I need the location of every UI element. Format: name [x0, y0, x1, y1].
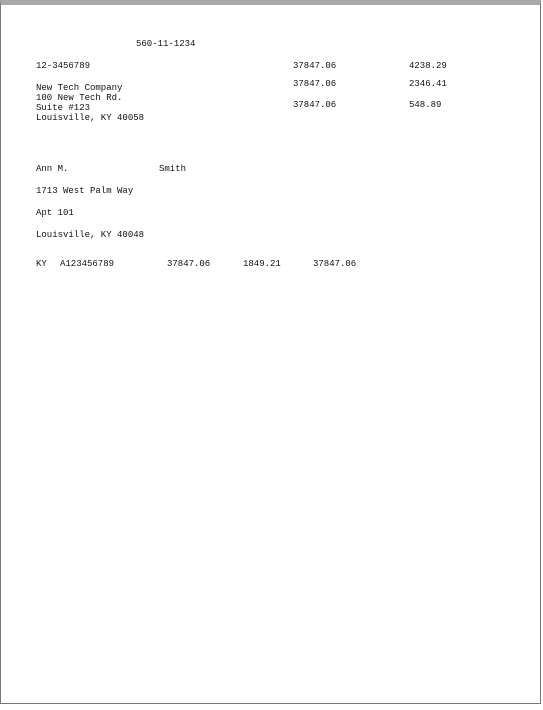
- employer-street: 100 New Tech Rd.: [36, 93, 123, 103]
- employee-last-name: Smith: [159, 164, 187, 174]
- employer-city-state-zip: Louisville, KY 40058: [36, 113, 145, 123]
- federal-tax-value: 4238.29: [409, 61, 447, 71]
- medicare-wages-value: 37847.06: [293, 100, 337, 110]
- medicare-tax-value: 548.89: [409, 100, 442, 110]
- employee-address1: 1713 West Palm Way: [36, 186, 134, 196]
- state-tax: 1849.21: [243, 259, 281, 269]
- employer-suite: Suite #123: [36, 103, 91, 113]
- state-wages: 37847.06: [167, 259, 211, 269]
- employer-name: New Tech Company: [36, 83, 123, 93]
- state-code: KY: [36, 259, 47, 269]
- employee-ssn: 560-11-1234: [136, 39, 196, 49]
- employee-first-name: Ann M.: [36, 164, 69, 174]
- local-wages: 37847.06: [313, 259, 357, 269]
- state-id: A123456789: [60, 259, 115, 269]
- wages-value: 37847.06: [293, 61, 337, 71]
- employee-address2: Apt 101: [36, 208, 74, 218]
- ss-tax-value: 2346.41: [409, 79, 447, 89]
- employee-city-state-zip: Louisville, KY 40048: [36, 230, 145, 240]
- ss-wages-value: 37847.06: [293, 79, 337, 89]
- employer-ein: 12-3456789: [36, 61, 91, 71]
